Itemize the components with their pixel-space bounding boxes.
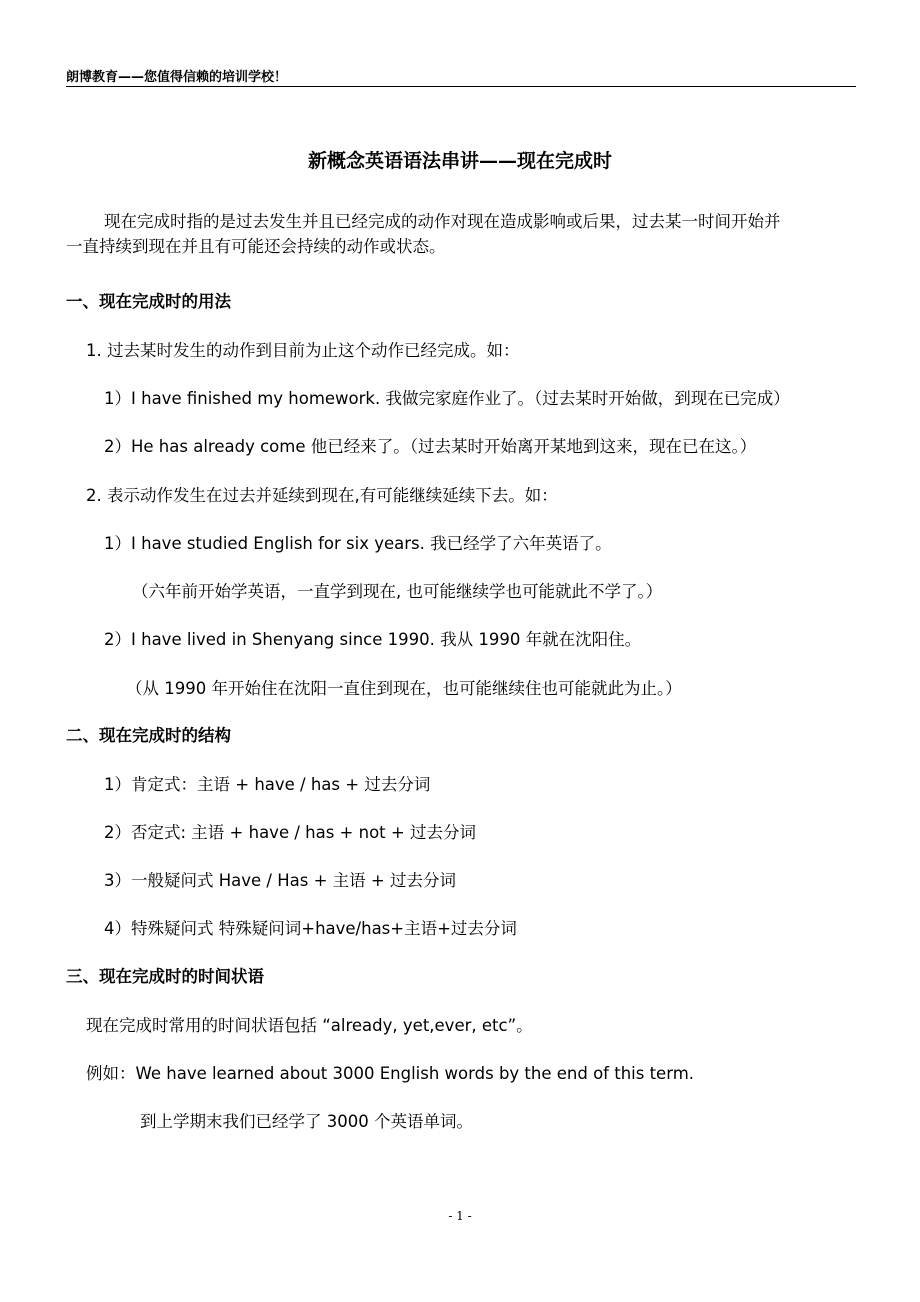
- intro-line-2: 一直持续到现在并且有可能还会持续的动作或状态。: [66, 237, 446, 256]
- usage-point-2: 2. 表示动作发生在过去并延续到现在,有可能继续延续下去。如：: [86, 486, 558, 505]
- usage-2-example-1: 1）I have studied English for six years. 我已经学了六年英语了。: [104, 534, 612, 553]
- usage-2-example-2: 2）I have lived in Shenyang since 1990. 我从 1990 年就在沈阳住。: [104, 630, 642, 649]
- header-text: 朗博教育——您值得信赖的培训学校！: [66, 70, 288, 85]
- page-number: - 1 -: [448, 1209, 472, 1223]
- structure-negative: 2）否定式: 主语 + have / has + not + 过去分词: [104, 823, 476, 842]
- structure-special-question: 4）特殊疑问式 特殊疑问词+have/has+主语+过去分词: [104, 919, 517, 938]
- time-adverbials-translation: 到上学期末我们已经学了 3000 个英语单词。: [140, 1112, 473, 1131]
- usage-1-example-1: 1）I have finished my homework. 我做完家庭作业了。（过去某时开始做，到现在已完成）: [104, 389, 790, 408]
- page-header: [66, 64, 856, 87]
- usage-1-example-2: 2）He has already come 他已经来了。（过去某时开始离开某地到这来，现在已在这。）: [104, 437, 757, 456]
- time-adverbials-line: 现在完成时常用的时间状语包括 “already, yet,ever, etc”。: [86, 1016, 533, 1035]
- usage-2-example-2-note: （从 1990 年开始住在沈阳一直住到现在，也可能继续住也可能就此为止。）: [126, 679, 682, 698]
- intro-line-1: 现在完成时指的是过去发生并且已经完成的动作对现在造成影响或后果，过去某一时间开始并: [104, 212, 781, 231]
- structure-general-question: 3）一般疑问式 Have / Has + 主语 + 过去分词: [104, 871, 456, 890]
- time-adverbials-example: 例如：We have learned about 3000 English words by the end of this term.: [86, 1064, 695, 1083]
- structure-affirmative: 1）肯定式：主语 + have / has + 过去分词: [104, 775, 431, 794]
- section-1-heading: 一、现在完成时的用法: [66, 292, 231, 311]
- document-title: 新概念英语语法串讲——现在完成时: [307, 150, 612, 172]
- usage-point-1: 1. 过去某时发生的动作到目前为止这个动作已经完成。如：: [86, 341, 520, 360]
- usage-2-example-1-note: （六年前开始学英语，一直学到现在, 也可能继续学也可能就此不学了。）: [132, 582, 663, 601]
- section-2-heading: 二、现在完成时的结构: [66, 726, 231, 745]
- section-3-heading: 三、现在完成时的时间状语: [66, 967, 264, 986]
